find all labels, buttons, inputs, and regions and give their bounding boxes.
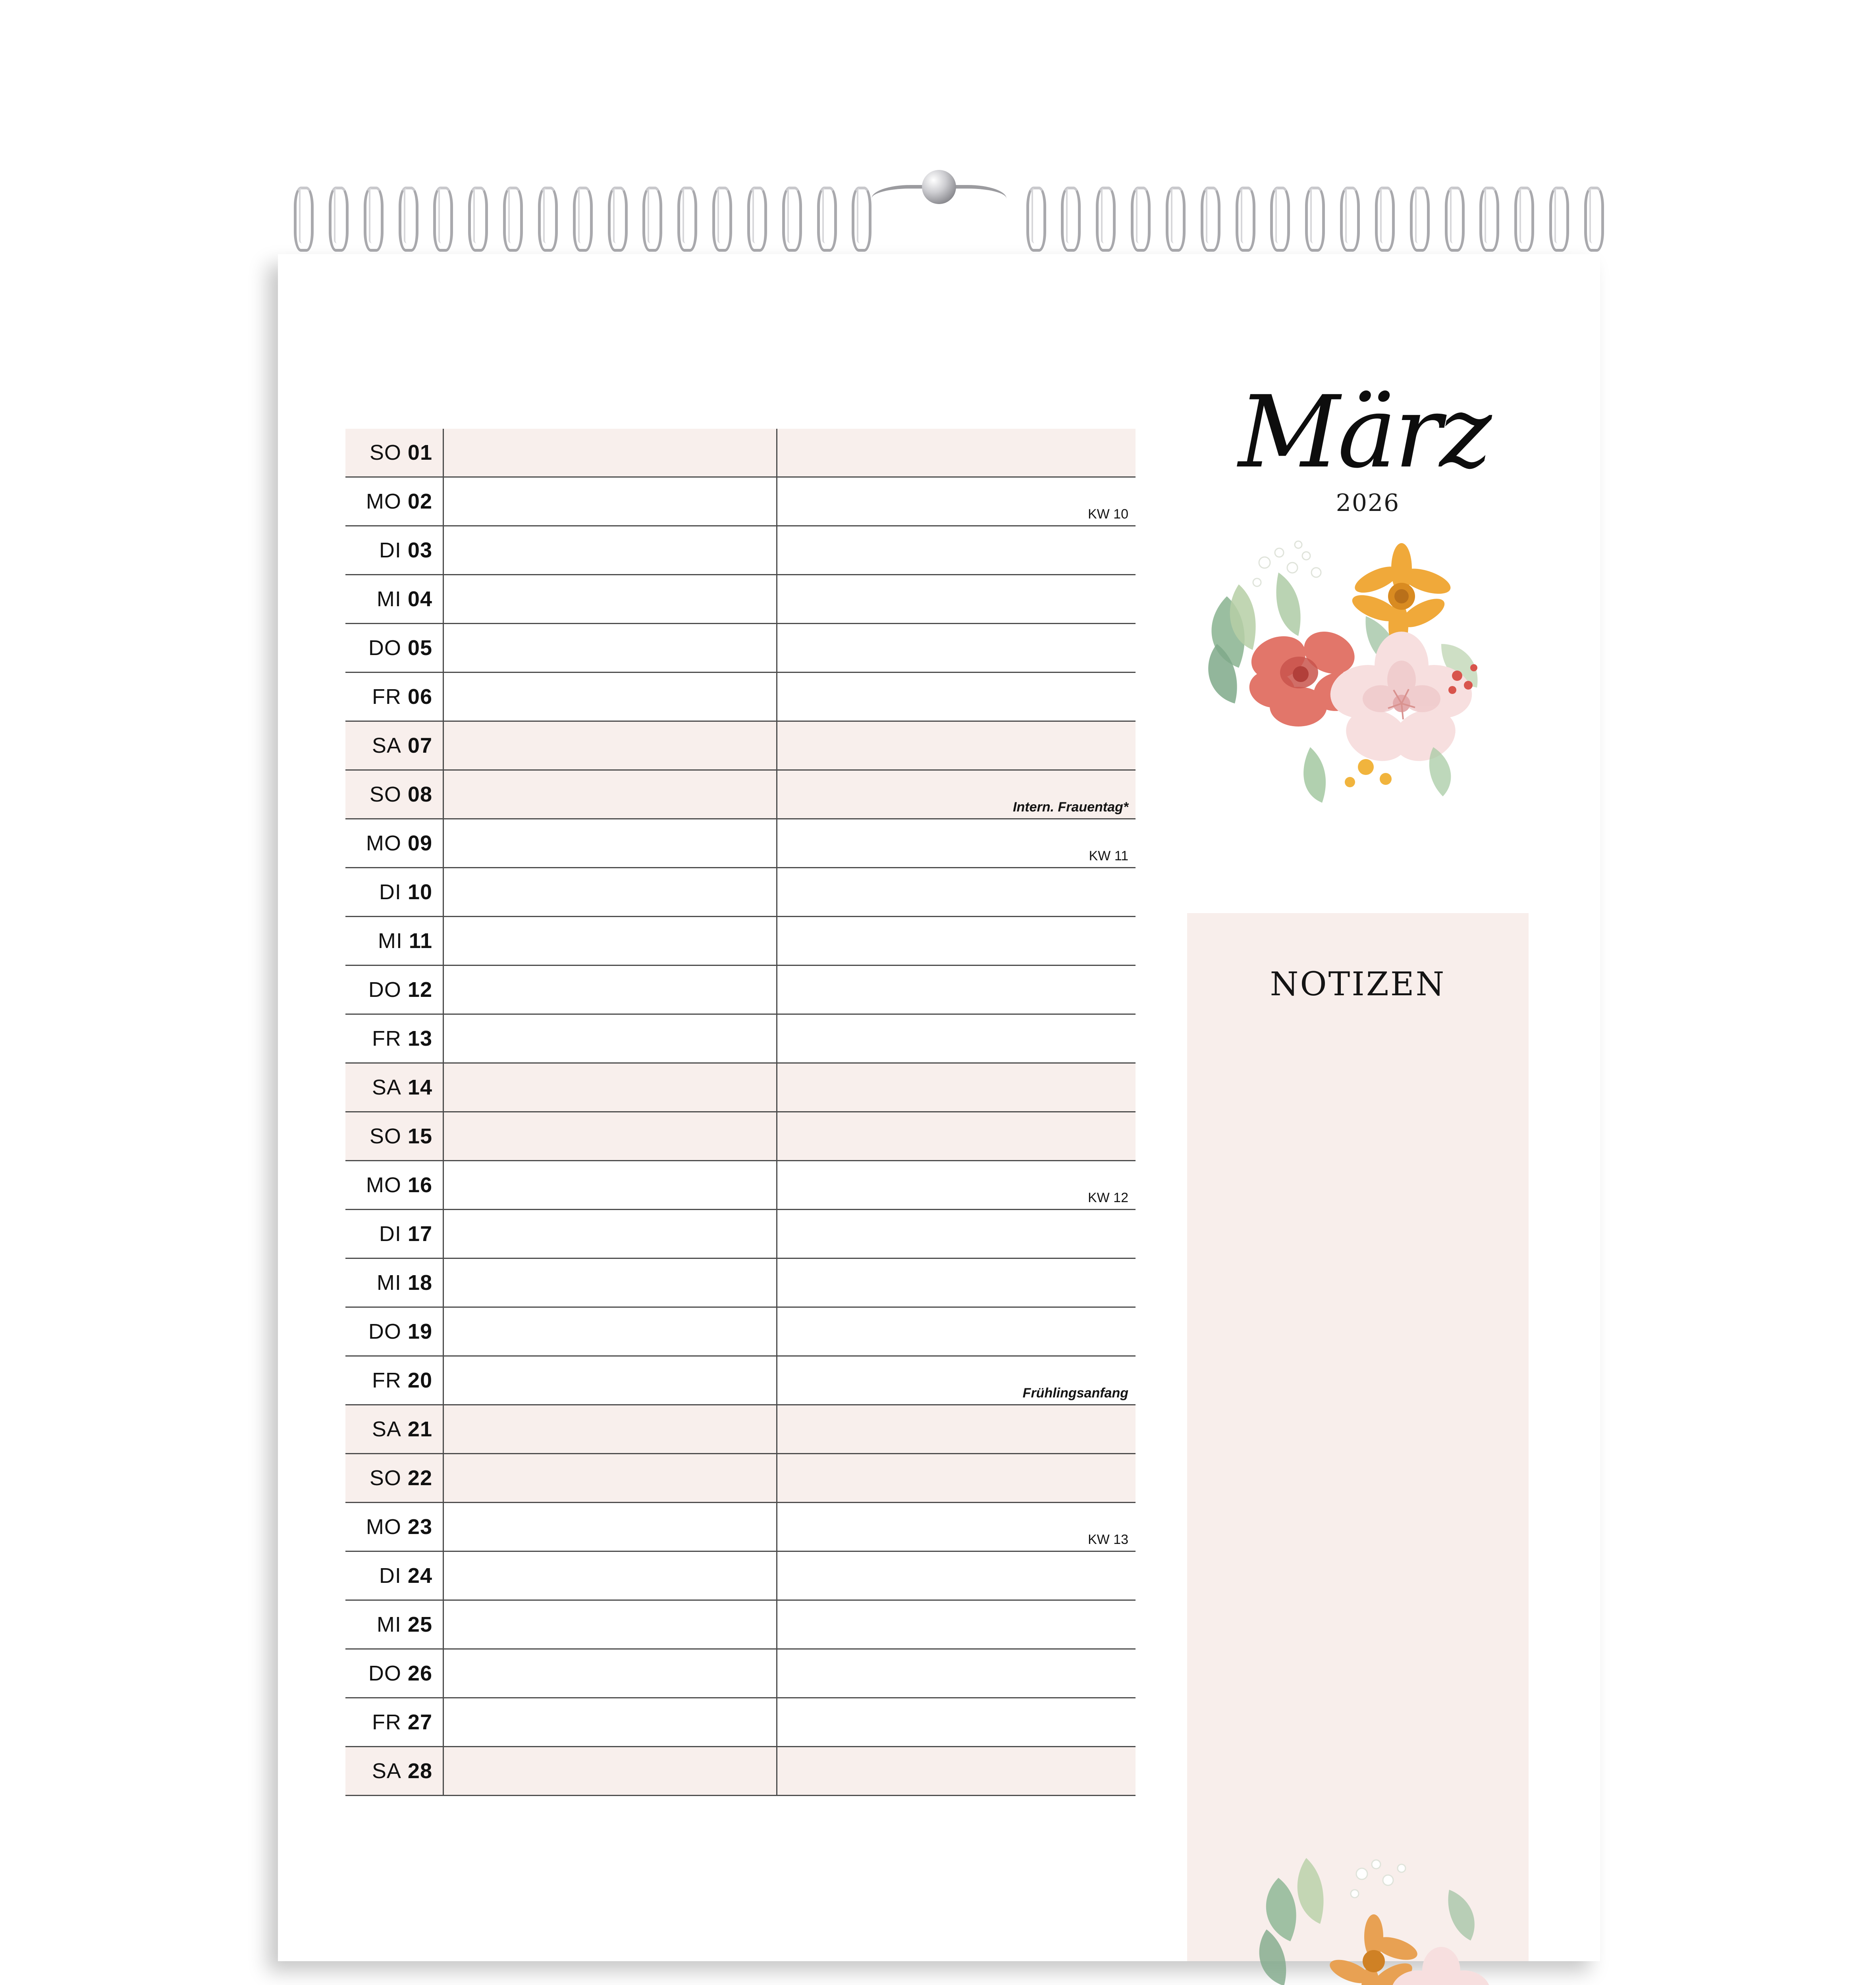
spiral-coil: [503, 187, 523, 252]
spiral-coil: [1026, 187, 1046, 252]
day-number: 19: [407, 1320, 432, 1343]
entry-column-left[interactable]: [443, 1259, 776, 1307]
day-label: [345, 1698, 443, 1746]
day-number: 13: [407, 1027, 432, 1050]
spiral-coil: [1375, 187, 1395, 252]
day-of-week: DI: [379, 538, 401, 562]
day-label: [345, 575, 443, 623]
day-of-week: FR: [372, 1710, 401, 1734]
month-title: März: [1238, 374, 1490, 490]
day-label: [345, 1064, 443, 1111]
day-number: 15: [407, 1124, 432, 1148]
day-label: [345, 1210, 443, 1258]
day-row[interactable]: [345, 868, 1136, 917]
spiral-coil: [1584, 187, 1604, 252]
day-label: [345, 673, 443, 721]
year-label: 2026: [1336, 489, 1400, 517]
day-label: [345, 1357, 443, 1404]
day-number: 03: [407, 538, 432, 562]
entry-column-right[interactable]: [776, 624, 1136, 672]
day-row[interactable]: [345, 1552, 1136, 1601]
spiral-coil: [1410, 187, 1430, 252]
day-label: [345, 1747, 443, 1795]
day-label: [345, 966, 443, 1014]
day-of-week: MI: [376, 587, 401, 611]
day-label: [345, 1601, 443, 1648]
entry-column-left[interactable]: [443, 575, 776, 623]
entry-column-right[interactable]: [776, 1259, 1136, 1307]
day-label: [345, 722, 443, 769]
spiral-coil: [712, 187, 732, 252]
day-row[interactable]: [345, 526, 1136, 575]
day-number: 26: [407, 1661, 432, 1685]
day-row[interactable]: [345, 917, 1136, 966]
day-row[interactable]: [345, 1015, 1136, 1064]
day-label: [345, 868, 443, 916]
entry-column-right[interactable]: [776, 1015, 1136, 1062]
day-of-week: DO: [368, 978, 401, 1002]
day-row[interactable]: [345, 966, 1136, 1015]
day-row[interactable]: [345, 478, 1136, 526]
spiral-coil: [1061, 187, 1081, 252]
day-row[interactable]: [345, 673, 1136, 722]
day-number: 16: [407, 1173, 432, 1197]
entry-column-right[interactable]: [776, 1064, 1136, 1111]
spiral-coil: [399, 187, 418, 252]
entry-column-left[interactable]: [443, 1357, 776, 1404]
entry-column-left[interactable]: [443, 868, 776, 916]
day-label: [345, 1308, 443, 1355]
day-label: [345, 1015, 443, 1062]
entry-column-right[interactable]: [776, 1503, 1136, 1551]
day-label: [345, 1112, 443, 1160]
entry-column-left[interactable]: [443, 1747, 776, 1795]
entry-column-right[interactable]: [776, 1552, 1136, 1600]
day-of-week: DI: [379, 1222, 401, 1246]
day-of-week: FR: [372, 685, 401, 709]
day-row[interactable]: [345, 1503, 1136, 1552]
entry-column-right[interactable]: [776, 819, 1136, 867]
day-row[interactable]: [345, 1698, 1136, 1747]
entry-column-right[interactable]: [776, 868, 1136, 916]
entry-column-right[interactable]: [776, 966, 1136, 1014]
entry-column-right[interactable]: [776, 1698, 1136, 1746]
day-label: [345, 1161, 443, 1209]
day-of-week: MO: [366, 831, 401, 855]
day-number: 24: [407, 1564, 432, 1588]
spiral-coil: [329, 187, 349, 252]
day-label: [345, 1405, 443, 1453]
day-of-week: DI: [379, 1564, 401, 1588]
entry-column-left[interactable]: [443, 1308, 776, 1355]
entry-column-left[interactable]: [443, 478, 776, 525]
entry-column-right[interactable]: [776, 575, 1136, 623]
entry-column-right[interactable]: [776, 673, 1136, 721]
spiral-coil: [364, 187, 384, 252]
week-number-label: KW 10: [1087, 507, 1128, 522]
flower-bouquet-bottom-icon: [1243, 1830, 1521, 1985]
entry-column-left[interactable]: [443, 1698, 776, 1746]
day-of-week: FR: [372, 1368, 401, 1392]
day-of-week: MO: [366, 1515, 401, 1539]
entry-column-right[interactable]: [776, 1210, 1136, 1258]
day-of-week: SA: [372, 1759, 401, 1783]
spiral-coil: [747, 187, 767, 252]
spiral-coil: [538, 187, 558, 252]
entry-column-left[interactable]: [443, 819, 776, 867]
spiral-coil: [852, 187, 871, 252]
entry-column-right[interactable]: [776, 722, 1136, 769]
entry-column-right[interactable]: [776, 1308, 1136, 1355]
entry-column-left[interactable]: [443, 966, 776, 1014]
spiral-coil: [1270, 187, 1290, 252]
spiral-coil: [1340, 187, 1360, 252]
day-number: 05: [407, 636, 432, 660]
spiral-coil: [1514, 187, 1534, 252]
holiday-note: Intern. Frauentag*: [1013, 800, 1128, 815]
day-number: 28: [407, 1759, 432, 1783]
day-row[interactable]: [345, 429, 1136, 478]
entry-column-right[interactable]: [776, 1357, 1136, 1404]
notes-panel[interactable]: [1187, 913, 1529, 1961]
day-number: 02: [407, 490, 432, 513]
entry-column-left[interactable]: [443, 1601, 776, 1648]
day-number: 27: [407, 1710, 432, 1734]
spiral-coil: [1096, 187, 1116, 252]
day-row[interactable]: [345, 1650, 1136, 1698]
entry-column-left[interactable]: [443, 1405, 776, 1453]
day-label: [345, 771, 443, 818]
day-of-week: SA: [372, 1075, 401, 1099]
small-buds: [1345, 759, 1392, 787]
calendar-hanger: [871, 163, 1006, 210]
day-number: 14: [407, 1075, 432, 1099]
day-of-week: SO: [369, 1466, 401, 1490]
entry-column-left[interactable]: [443, 673, 776, 721]
entry-column-left[interactable]: [443, 526, 776, 574]
day-of-week: MO: [366, 1173, 401, 1197]
day-label: [345, 526, 443, 574]
week-number-label: KW 12: [1087, 1190, 1128, 1205]
day-row[interactable]: [345, 1210, 1136, 1259]
day-row[interactable]: [345, 1601, 1136, 1650]
entry-column-right[interactable]: [776, 1454, 1136, 1502]
spiral-coil: [1445, 187, 1465, 252]
spiral-coil: [1549, 187, 1569, 252]
entry-column-left[interactable]: [443, 771, 776, 818]
hanger-wire: [871, 185, 1006, 212]
floral-illustration-bottom: [1243, 1830, 1521, 1985]
entry-column-left[interactable]: [443, 1064, 776, 1111]
spiral-coil: [817, 187, 837, 252]
spiral-coil: [1479, 187, 1499, 252]
entry-column-right[interactable]: [776, 526, 1136, 574]
week-number-label: KW 11: [1089, 848, 1128, 863]
day-label: [345, 1259, 443, 1307]
spiral-coil: [782, 187, 802, 252]
day-number: 11: [409, 929, 432, 953]
day-number: 10: [407, 880, 432, 904]
entry-column-left[interactable]: [443, 1503, 776, 1551]
spiral-coil: [608, 187, 628, 252]
entry-column-left[interactable]: [443, 1454, 776, 1502]
day-number: 07: [407, 734, 432, 757]
spiral-coil: [468, 187, 488, 252]
day-row[interactable]: [345, 1161, 1136, 1210]
entry-column-left[interactable]: [443, 1112, 776, 1160]
day-row[interactable]: [345, 1747, 1136, 1796]
entry-column-left[interactable]: [443, 1650, 776, 1697]
day-grid: [345, 429, 1136, 1796]
day-number: 08: [407, 782, 432, 806]
day-label: [345, 478, 443, 525]
day-row[interactable]: [345, 1112, 1136, 1161]
day-row[interactable]: [345, 575, 1136, 624]
spiral-coil: [1131, 187, 1151, 252]
day-row[interactable]: [345, 1454, 1136, 1503]
day-of-week: MO: [366, 490, 401, 513]
spiral-coil: [642, 187, 662, 252]
entry-column-right[interactable]: [776, 1650, 1136, 1697]
entry-column-right[interactable]: [776, 429, 1136, 476]
spiral-coil: [573, 187, 593, 252]
floral-illustration-top: [1179, 525, 1556, 819]
entry-column-left[interactable]: [443, 429, 776, 476]
day-of-week: SA: [372, 1417, 401, 1441]
day-of-week: SO: [369, 782, 401, 806]
entry-column-left[interactable]: [443, 917, 776, 965]
day-number: 23: [407, 1515, 432, 1539]
entry-column-right[interactable]: [776, 771, 1136, 818]
day-row[interactable]: [345, 1308, 1136, 1357]
day-row[interactable]: [345, 1357, 1136, 1405]
day-of-week: DO: [368, 1320, 401, 1343]
day-of-week: MI: [376, 1271, 401, 1295]
day-of-week: SO: [369, 441, 401, 464]
day-row[interactable]: [345, 771, 1136, 819]
day-label: [345, 1552, 443, 1600]
day-number: 21: [407, 1417, 432, 1441]
day-row[interactable]: [345, 1405, 1136, 1454]
entry-column-right[interactable]: [776, 1405, 1136, 1453]
entry-column-left[interactable]: [443, 1015, 776, 1062]
day-number: 20: [407, 1368, 432, 1392]
day-of-week: SO: [369, 1124, 401, 1148]
day-number: 25: [407, 1613, 432, 1636]
entry-column-right[interactable]: [776, 1601, 1136, 1648]
day-number: 12: [407, 978, 432, 1002]
notes-heading: NOTIZEN: [1270, 966, 1446, 1003]
entry-column-left[interactable]: [443, 624, 776, 672]
spiral-coil: [1201, 187, 1220, 252]
day-row[interactable]: [345, 1259, 1136, 1308]
day-of-week: DO: [368, 1661, 401, 1685]
day-of-week: DO: [368, 636, 401, 660]
day-number: 04: [407, 587, 432, 611]
day-label: [345, 917, 443, 965]
calendar-page: [278, 254, 1600, 1961]
day-number: 09: [407, 831, 432, 855]
day-row[interactable]: [345, 722, 1136, 771]
day-of-week: DI: [379, 880, 401, 904]
day-of-week: MI: [376, 1613, 401, 1636]
day-of-week: SA: [372, 734, 401, 757]
entry-column-right[interactable]: [776, 1747, 1136, 1795]
entry-column-left[interactable]: [443, 722, 776, 769]
day-number: 01: [407, 441, 432, 464]
day-label: [345, 429, 443, 476]
spiral-coil: [1166, 187, 1186, 252]
entry-column-left[interactable]: [443, 1161, 776, 1209]
day-of-week: MI: [378, 929, 403, 953]
entry-column-right[interactable]: [776, 478, 1136, 525]
day-label: [345, 819, 443, 867]
spiral-coil: [294, 187, 314, 252]
entry-column-right[interactable]: [776, 917, 1136, 965]
day-of-week: FR: [372, 1027, 401, 1050]
day-number: 06: [407, 685, 432, 709]
day-row[interactable]: [345, 1064, 1136, 1112]
hanger-ball: [922, 170, 956, 204]
day-label: [345, 1650, 443, 1697]
entry-column-left[interactable]: [443, 1552, 776, 1600]
day-number: 17: [407, 1222, 432, 1246]
holiday-note: Frühlingsanfang: [1022, 1386, 1128, 1401]
spiral-coil: [1236, 187, 1255, 252]
spiral-coil: [677, 187, 697, 252]
day-label: [345, 1503, 443, 1551]
spiral-coil: [1305, 187, 1325, 252]
day-label: [345, 1454, 443, 1502]
week-number-label: KW 13: [1087, 1532, 1128, 1547]
entry-column-right[interactable]: [776, 1112, 1136, 1160]
flower-bouquet-icon: [1179, 525, 1556, 819]
spiral-coil: [433, 187, 453, 252]
entry-column-left[interactable]: [443, 1210, 776, 1258]
month-header: [1179, 374, 1556, 819]
day-number: 22: [407, 1466, 432, 1490]
day-row[interactable]: [345, 624, 1136, 673]
day-row[interactable]: [345, 819, 1136, 868]
entry-column-right[interactable]: [776, 1161, 1136, 1209]
day-label: [345, 624, 443, 672]
day-number: 18: [407, 1271, 432, 1295]
